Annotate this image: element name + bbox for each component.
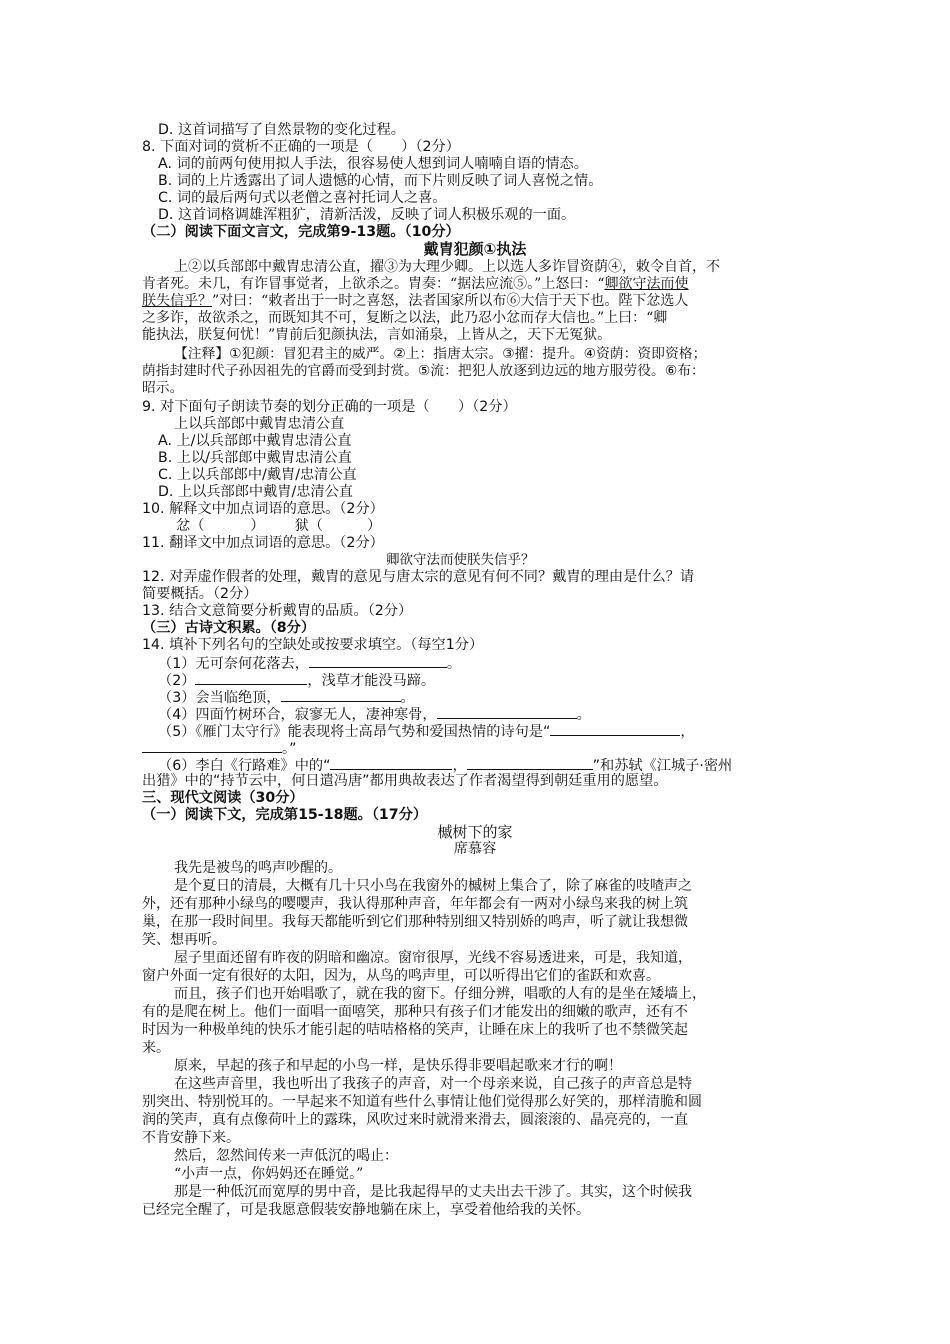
- q10-word-fen: 忿（ ） 狱（ ）: [176, 518, 382, 534]
- q14-item-5: （5）《雁门太守行》能表现将士高昂气势和爱国热情的诗句是“ ，: [158, 724, 695, 740]
- q14-item-5-cont: 。”: [142, 739, 296, 758]
- q9-option-d: D. 上以兵部郎中戴胄/忠清公直: [158, 484, 353, 500]
- q12-line: 12. 对弄虚作假者的处理，戴胄的意见与唐太宗的意见有何不同？戴胄的理由是什么？请: [142, 569, 695, 585]
- q7-option-d: D. 这首词描写了自然景物的变化过程。: [158, 122, 405, 138]
- article-line: 那是一种低沉而宽厚的男中音，是比我起得早的丈夫出去干涉了。其实，这个时候我: [174, 1184, 692, 1200]
- classical-text-line: 上②以兵部郎中戴胄忠清公直，擢③为大理少卿。上以选人多诈冒资荫④，敕令自首，不: [174, 259, 720, 275]
- article-line: 时因为一种极单纯的快乐才能引起的咭咭格格的笑声，让睡在床上的我听了也不禁微笑起: [142, 1022, 688, 1038]
- answer-blank[interactable]: [142, 739, 282, 753]
- article-line: 润的笑声，真有点像荷叶上的露珠，风吹过来时就滑来滑去，圆滚滚的、晶亮亮的，一直: [142, 1112, 688, 1128]
- article-line: 有的是爬在树上。他们一面唱一面嘻笑，那种只有孩子们才能发出的细嫩的歌声，还有不: [142, 1004, 688, 1020]
- article-line: 是个夏日的清晨，大概有几十只小鸟在我窗外的槭树上集合了，除了麻雀的吱喳声之: [174, 878, 692, 894]
- q9-stem: 9. 对下面句子朗读节奏的划分正确的一项是（ ）（2分）: [142, 399, 517, 415]
- answer-blank[interactable]: [330, 756, 452, 770]
- article-line: 然后，忽然间传来一声低沉的喝止：: [174, 1148, 398, 1164]
- answer-blank[interactable]: [195, 671, 307, 685]
- q14-item-4: （4）四面竹树环合，寂寥无人，凄神寒骨， 。: [158, 707, 591, 723]
- q8-option-b: B. 词的上片透露出了词人遗憾的心情，而下片则反映了词人喜悦之情。: [158, 173, 603, 189]
- q14-item-6: （6）李白《行路难》中的“ ， ”和苏轼《江城子·密州: [158, 758, 733, 774]
- q11-sentence: 卿欲守法而使朕失信乎？: [386, 552, 535, 568]
- answer-blank[interactable]: [550, 722, 680, 736]
- article-line: 来。: [142, 1040, 170, 1056]
- q9-option-c: C. 上以兵部郎中/戴胄/忠清公直: [158, 467, 357, 483]
- article-line: 外，还有那种小绿鸟的嘤嘤声，我认得那种声音，年年都会有一两对小绿鸟来我的树上筑: [142, 896, 688, 912]
- article-line: 不肯安静下来。: [142, 1130, 240, 1146]
- article-line: 巢，在那一段时间里。我每天都能听到它们那种特别细又特别娇的鸣声，听了就让我想微: [142, 914, 688, 930]
- answer-blank[interactable]: [281, 688, 401, 702]
- article-line: 窗户外面一定有很好的太阳，因为，从鸟的鸣声里，可以听得出它们的雀跃和欢喜。: [142, 968, 660, 984]
- q8-option-d: D. 这首词格调雄浑粗犷，清新活泼，反映了词人积极乐观的一面。: [158, 207, 576, 223]
- article-line: 我先是被鸟的鸣声吵醒的。: [174, 860, 342, 876]
- q14-stem: 14. 填补下列名句的空缺处或按要求填空。（每空1分）: [142, 637, 484, 653]
- classical-text-title: 戴胄犯颜①执法: [423, 240, 527, 258]
- section3-heading: （三）古诗文积累。（8分）: [142, 620, 316, 636]
- annotation-line: 昭示。: [142, 380, 184, 396]
- q11-stem: 11. 翻译文中加点词语的意思。（2分）: [142, 535, 384, 551]
- article-line: “小声一点，你妈妈还在睡觉。”: [174, 1166, 364, 1182]
- classical-text-line: 肯者死。未几，有诈冒事觉者，上欲杀之。胄奏：“据法应流⑤。”上怒曰：“卿欲守法而使: [142, 276, 689, 292]
- article-author: 席慕容: [453, 841, 497, 857]
- article-title: 槭树下的家: [437, 823, 513, 841]
- article-line: 而且，孩子们也开始唱歌了，就在我的窗下。仔细分辨，唱歌的人有的是坐在矮墙上，: [174, 986, 706, 1002]
- article-line: 屋子里面还留有昨夜的阴暗和幽凉。窗帘很厚，光线不容易透进来，可是，我知道，: [174, 950, 692, 966]
- article-line: 笑、想再听。: [142, 932, 226, 948]
- annotation-line: 【注释】①犯颜：冒犯君主的威严。②上：指唐太宗。③擢：提升。④资荫：资即资格；: [174, 346, 707, 362]
- answer-blank[interactable]: [467, 756, 593, 770]
- classical-text-line: 能执法，朕复何忧！”胄前后犯颜执法，言如涌泉，上皆从之，天下无冤狱。: [142, 327, 612, 343]
- classical-text-line: 朕失信乎？”对曰：“敕者出于一时之喜怒，法者国家所以布⑥大信于天下也。陛下忿选人: [142, 293, 689, 309]
- q14-item-1: （1）无可奈何花落去， 。: [158, 656, 462, 672]
- q12-line: 简要概括。（2分）: [142, 586, 258, 602]
- q14-item-6-cont: 出猎》中的“持节云中，何日遣冯唐”都用典故表达了作者渴望得到朝廷重用的愿望。: [142, 773, 668, 789]
- q10-stem: 10. 解释文中加点词语的意思。（2分）: [142, 501, 384, 517]
- section2-heading: （二）阅读下面文言文，完成第9-13题。（10分）: [142, 224, 460, 240]
- q8-option-c: C. 词的最后两句式以老僧之喜衬托词人之喜。: [158, 190, 447, 206]
- q14-item-3: （3）会当临绝顶， 。: [158, 690, 415, 706]
- article-line: 在这些声音里，我也听出了我孩子的声音，对一个母亲来说，自己孩子的声音总是特: [174, 1076, 692, 1092]
- annotation-line: 荫指封建时代子孙因祖先的官爵而受到封赏。⑤流：把犯人放逐到边远的地方服劳役。⑥布：: [142, 363, 705, 379]
- article-line: 别突出、特别悦耳的。一早起来不知道有些什么事情让他们觉得那么好笑的，那样清脆和圆: [142, 1094, 702, 1110]
- underlined-sentence: 朕失信乎？: [142, 293, 212, 309]
- part3-heading: 三、现代文阅读（30分）: [142, 790, 304, 806]
- classical-text-line: 之多诈，故欲杀之，而既知其不可，复断之以法，此乃忍小忿而存大信也。”上曰：“卿: [142, 310, 668, 326]
- q14-item-2: （2） ，浅草才能没马蹄。: [158, 673, 436, 689]
- answer-blank[interactable]: [309, 654, 447, 668]
- section31-heading: （一）阅读下文，完成第15-18题。（17分）: [142, 807, 428, 823]
- q9-sentence: 上以兵部郎中戴胄忠清公直: [174, 416, 345, 432]
- q9-option-b: B. 上以/兵部郎中戴胄忠清公直: [158, 450, 352, 466]
- article-line: 原来，早起的孩子和早起的小鸟一样，是快乐得非要唱起歌来才行的啊！: [174, 1058, 622, 1074]
- q13-stem: 13. 结合文意简要分析戴胄的品质。（2分）: [142, 603, 413, 619]
- answer-blank[interactable]: [437, 705, 577, 719]
- q8-option-a: A. 词的前两句使用拟人手法，很容易使人想到词人喃喃自语的情态。: [158, 156, 588, 172]
- q9-option-a: A. 上/以兵部郎中戴胄忠清公直: [158, 433, 352, 449]
- q8-stem: 8. 下面对词的赏析不正确的一项是（ ）（2分）: [142, 139, 460, 155]
- underlined-sentence: 卿欲守法而使: [604, 276, 689, 292]
- article-line: 已经完全醒了，可是我愿意假装安静地躺在床上，享受着他给我的关怀。: [142, 1202, 590, 1218]
